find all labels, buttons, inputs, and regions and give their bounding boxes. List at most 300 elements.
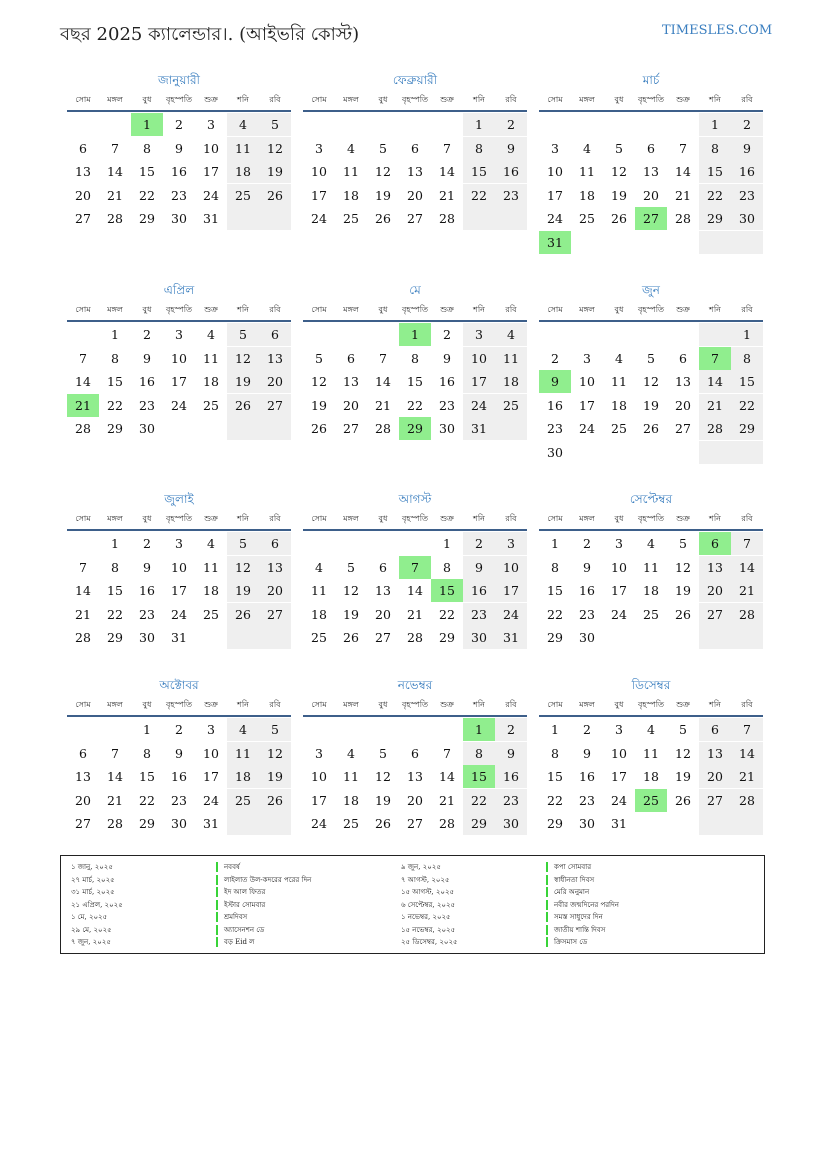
- weekday-header: [67, 94, 291, 110]
- weekday-label: মঙ্গল: [107, 700, 123, 709]
- day-cell: 23: [439, 397, 455, 413]
- day-cell: 12: [375, 164, 391, 179]
- day-cell: 30: [463, 626, 495, 649]
- day-cell: 27: [75, 816, 91, 831]
- day-cell: 5: [647, 350, 655, 366]
- holiday-name: মেরি অনুমান: [554, 888, 590, 896]
- day-cell: 31: [495, 626, 527, 649]
- weekday-label: শনি: [709, 700, 721, 709]
- day-cell: 2: [551, 350, 559, 366]
- day-cell: 23: [139, 397, 155, 413]
- day-cell: 14: [75, 374, 91, 389]
- day-cell: 7: [111, 745, 119, 761]
- holiday-name: সমস্ত সাধুদের দিন: [554, 913, 603, 921]
- day-cell: 28: [439, 816, 455, 831]
- day-cell: 11: [579, 164, 595, 179]
- weekday-label: শনি: [473, 514, 485, 523]
- day-cell: 19: [343, 606, 359, 622]
- weekday-label: শুক্র: [676, 514, 690, 523]
- holiday-name: স্বাধীনতা দিবস: [554, 875, 595, 884]
- weekday-label: বুধ: [614, 514, 624, 523]
- weekday-label: শুক্র: [676, 305, 690, 314]
- holiday-name: অ্যাসেনশন ডে: [224, 925, 265, 934]
- weekday-label: সোম: [75, 514, 91, 523]
- weekday-label: মঙ্গল: [579, 700, 595, 709]
- day-cell: 27: [407, 816, 423, 831]
- holiday-day-cell: 1: [131, 113, 163, 136]
- day-cell: 28: [75, 630, 91, 645]
- weekday-label: সোম: [547, 305, 563, 314]
- day-cell: 8: [551, 559, 559, 575]
- day-cell: 3: [583, 350, 591, 366]
- day-cell: 9: [175, 745, 183, 761]
- weekday-label: শুক্র: [204, 514, 218, 523]
- holiday-date: ১৫ নভেম্বর, ২০২৫: [401, 925, 456, 934]
- weekday-label: রবি: [505, 95, 517, 104]
- day-cell: 1: [143, 722, 151, 737]
- weekend-blank-cell: [731, 231, 763, 254]
- holiday-marker: [546, 937, 548, 947]
- day-cell: 26: [259, 789, 291, 812]
- weekend-blank-cell: [259, 207, 291, 230]
- weekday-label: সোম: [311, 514, 327, 523]
- day-cell: 11: [203, 350, 219, 366]
- day-cell: 9: [583, 559, 591, 575]
- weekday-label: শুক্র: [204, 700, 218, 709]
- day-cell: 27: [259, 394, 291, 417]
- day-cell: 7: [79, 559, 87, 575]
- weekday-label: মঙ্গল: [343, 95, 359, 104]
- day-cell: 9: [143, 350, 151, 366]
- weekday-label: বৃহস্পতি: [637, 514, 665, 523]
- holiday-date: ১ জানু, ২০২৫: [71, 863, 113, 871]
- day-cell: 19: [375, 792, 391, 808]
- day-cell: 1: [551, 536, 559, 551]
- weekday-label: বুধ: [142, 305, 152, 314]
- weekday-label: শনি: [709, 95, 721, 104]
- day-cell: 16: [495, 765, 527, 788]
- day-cell: 27: [375, 630, 391, 645]
- day-cell: 21: [75, 606, 91, 622]
- day-cell: 13: [343, 374, 359, 389]
- weekend-blank-cell: [495, 417, 527, 440]
- holiday-date: ৯ জুন, ২০২৫: [401, 863, 441, 871]
- day-cell: 14: [107, 164, 123, 179]
- weekday-header: [539, 513, 763, 529]
- holiday-marker: [546, 925, 548, 935]
- day-cell: 28: [375, 421, 391, 436]
- day-cell: 5: [379, 745, 387, 761]
- header-rule: [303, 715, 527, 717]
- month-name: ফেব্রুয়ারী: [392, 73, 438, 87]
- weekday-label: বৃহস্পতি: [401, 514, 429, 523]
- day-cell: 31: [203, 211, 219, 226]
- holiday-day-cell: 29: [399, 417, 431, 440]
- day-cell: 16: [579, 583, 595, 598]
- day-cell: 23: [731, 184, 763, 207]
- day-cell: 1: [111, 536, 119, 551]
- day-cell: 11: [643, 559, 659, 575]
- day-cell: 24: [463, 394, 495, 417]
- holiday-name: কপা সোমবার: [554, 863, 592, 871]
- day-cell: 4: [347, 745, 355, 761]
- day-cell: 28: [675, 211, 691, 226]
- day-cell: 20: [75, 187, 91, 203]
- day-cell: 19: [375, 187, 391, 203]
- day-cell: 19: [227, 370, 259, 393]
- month-name: জুলাই: [164, 492, 194, 506]
- day-cell: 15: [699, 160, 731, 183]
- day-cell: 30: [547, 444, 563, 460]
- day-cell: 22: [463, 789, 495, 812]
- weekday-label: বৃহস্পতি: [401, 95, 429, 104]
- header-rule: [539, 110, 763, 112]
- month-name: এপ্রিল: [163, 283, 195, 297]
- day-cell: 23: [495, 789, 527, 812]
- day-cell: 9: [443, 350, 451, 366]
- holiday-name: ক্রিসমাস ডে: [554, 938, 588, 946]
- weekday-label: বৃহস্পতি: [165, 700, 193, 709]
- holiday-marker: [216, 937, 218, 947]
- day-cell: 20: [375, 606, 391, 622]
- day-cell: 16: [463, 579, 495, 602]
- month-name: মে: [409, 283, 421, 297]
- weekday-label: রবি: [505, 700, 517, 709]
- day-cell: 23: [547, 421, 563, 436]
- day-cell: 4: [315, 559, 323, 575]
- weekday-header: [67, 513, 291, 529]
- day-cell: 17: [611, 769, 627, 784]
- day-cell: 16: [579, 769, 595, 784]
- day-cell: 24: [311, 211, 327, 226]
- weekday-label: বুধ: [614, 95, 624, 104]
- weekday-label: বৃহস্পতি: [165, 514, 193, 523]
- holiday-name: ইস্টার সোমবার: [224, 900, 266, 909]
- day-cell: 11: [611, 374, 627, 389]
- day-cell: 26: [675, 606, 691, 622]
- day-cell: 2: [143, 327, 151, 342]
- day-cell: 23: [579, 606, 595, 622]
- day-cell: 26: [227, 394, 259, 417]
- holiday-marker: [216, 887, 218, 897]
- day-cell: 22: [107, 397, 123, 413]
- day-cell: 28: [75, 421, 91, 436]
- day-cell: 10: [495, 556, 527, 579]
- day-cell: 14: [731, 742, 763, 765]
- weekday-label: রবি: [505, 305, 517, 314]
- holiday-marker: [546, 862, 548, 872]
- day-cell: 25: [495, 394, 527, 417]
- day-cell: 16: [547, 397, 563, 413]
- month-name: জানুয়ারী: [158, 73, 200, 87]
- day-cell: 3: [315, 140, 323, 156]
- holiday-date: ২৯ মে, ২০২৫: [71, 925, 112, 934]
- day-cell: 1: [551, 722, 559, 737]
- weekday-label: শুক্র: [440, 305, 454, 314]
- weekend-blank-cell: [731, 626, 763, 649]
- day-cell: 25: [643, 606, 659, 622]
- day-cell: 30: [139, 630, 155, 645]
- day-cell: 13: [699, 742, 731, 765]
- holiday-date: ১৫ আগস্ট, ২০২৫: [401, 888, 455, 896]
- header-rule: [67, 529, 291, 531]
- day-cell: 18: [579, 187, 595, 203]
- day-cell: 30: [731, 207, 763, 230]
- day-cell: 20: [699, 765, 731, 788]
- day-cell: 14: [731, 556, 763, 579]
- day-cell: 21: [407, 606, 423, 622]
- day-cell: 24: [171, 606, 187, 622]
- day-cell: 27: [699, 789, 731, 812]
- day-cell: 10: [171, 559, 187, 575]
- day-cell: 29: [547, 816, 563, 831]
- day-cell: 30: [139, 421, 155, 436]
- weekday-label: মঙ্গল: [579, 514, 595, 523]
- day-cell: 28: [439, 211, 455, 226]
- weekday-label: সোম: [547, 514, 563, 523]
- weekday-label: শনি: [709, 514, 721, 523]
- day-cell: 6: [259, 323, 291, 346]
- holiday-marker: [216, 912, 218, 922]
- weekday-label: শনি: [237, 305, 249, 314]
- day-cell: 18: [343, 792, 359, 808]
- day-cell: 26: [611, 211, 627, 226]
- day-cell: 19: [643, 397, 659, 413]
- day-cell: 4: [347, 140, 355, 156]
- day-cell: 13: [259, 347, 291, 370]
- weekend-blank-cell: [731, 812, 763, 835]
- day-cell: 8: [143, 140, 151, 156]
- day-cell: 5: [227, 532, 259, 555]
- day-cell: 17: [203, 164, 219, 179]
- day-cell: 6: [79, 745, 87, 761]
- day-cell: 17: [171, 374, 187, 389]
- header-rule: [67, 110, 291, 112]
- day-cell: 18: [643, 769, 659, 784]
- day-cell: 20: [259, 370, 291, 393]
- weekend-blank-cell: [227, 812, 259, 835]
- holiday-date: ২৫ ডিসেম্বর, ২০২৫: [401, 938, 458, 946]
- day-cell: 13: [675, 374, 691, 389]
- day-cell: 15: [107, 583, 123, 598]
- day-cell: 24: [495, 603, 527, 626]
- day-cell: 6: [699, 718, 731, 741]
- holiday-day-cell: 7: [399, 556, 431, 579]
- day-cell: 28: [407, 630, 423, 645]
- day-cell: 13: [259, 556, 291, 579]
- day-cell: 22: [463, 184, 495, 207]
- holiday-marker: [216, 900, 218, 910]
- holiday-name: বড় Eid ল: [224, 938, 255, 946]
- day-cell: 19: [259, 765, 291, 788]
- weekday-label: মঙ্গল: [107, 95, 123, 104]
- day-cell: 1: [699, 113, 731, 136]
- weekday-label: রবি: [269, 514, 281, 523]
- day-cell: 9: [495, 137, 527, 160]
- day-cell: 10: [311, 769, 327, 784]
- day-cell: 7: [731, 718, 763, 741]
- day-cell: 23: [171, 187, 187, 203]
- month-name: ডিসেম্বর: [631, 678, 671, 692]
- day-cell: 8: [463, 137, 495, 160]
- weekday-header: [539, 304, 763, 320]
- day-cell: 3: [463, 323, 495, 346]
- day-cell: 26: [343, 630, 359, 645]
- day-cell: 17: [311, 187, 327, 203]
- day-cell: 18: [203, 374, 219, 389]
- day-cell: 12: [259, 742, 291, 765]
- page-title: বছর 2025 ক্যালেন্ডার।. (আইভরি কোস্ট): [60, 24, 360, 45]
- day-cell: 21: [439, 792, 455, 808]
- day-cell: 22: [439, 606, 455, 622]
- day-cell: 7: [379, 350, 387, 366]
- weekday-label: বুধ: [142, 700, 152, 709]
- day-cell: 29: [699, 207, 731, 230]
- day-cell: 14: [675, 164, 691, 179]
- weekday-label: সোম: [75, 305, 91, 314]
- weekday-label: বৃহস্পতি: [165, 95, 193, 104]
- day-cell: 19: [675, 583, 691, 598]
- day-cell: 12: [643, 374, 659, 389]
- day-cell: 6: [679, 350, 687, 366]
- day-cell: 11: [495, 347, 527, 370]
- day-cell: 12: [343, 583, 359, 598]
- month-name: মার্চ: [642, 73, 660, 87]
- day-cell: 29: [439, 630, 455, 645]
- day-cell: 2: [175, 722, 183, 737]
- weekend-blank-cell: [699, 441, 731, 464]
- header-rule: [67, 320, 291, 322]
- day-cell: 3: [551, 140, 559, 156]
- holiday-marker: [546, 887, 548, 897]
- weekday-label: বৃহস্পতি: [401, 305, 429, 314]
- day-cell: 6: [259, 532, 291, 555]
- day-cell: 4: [207, 536, 215, 551]
- day-cell: 13: [643, 164, 659, 179]
- day-cell: 29: [547, 630, 563, 645]
- weekday-label: শনি: [473, 700, 485, 709]
- weekday-label: মঙ্গল: [107, 305, 123, 314]
- day-cell: 10: [547, 164, 563, 179]
- weekday-label: শুক্র: [440, 514, 454, 523]
- day-cell: 13: [407, 164, 423, 179]
- day-cell: 18: [227, 160, 259, 183]
- holiday-day-cell: 7: [699, 347, 731, 370]
- day-cell: 21: [107, 792, 123, 808]
- day-cell: 15: [139, 769, 155, 784]
- weekday-label: সোম: [547, 700, 563, 709]
- day-cell: 30: [579, 630, 595, 645]
- day-cell: 27: [675, 421, 691, 436]
- weekday-label: বৃহস্পতি: [637, 305, 665, 314]
- day-cell: 25: [611, 421, 627, 436]
- day-cell: 6: [347, 350, 355, 366]
- day-cell: 14: [699, 370, 731, 393]
- day-cell: 11: [203, 559, 219, 575]
- weekend-blank-cell: [463, 207, 495, 230]
- day-cell: 16: [439, 374, 455, 389]
- weekday-label: শুক্র: [440, 95, 454, 104]
- weekday-label: বৃহস্পতি: [165, 305, 193, 314]
- day-cell: 8: [551, 745, 559, 761]
- day-cell: 5: [679, 722, 687, 737]
- day-cell: 5: [347, 559, 355, 575]
- weekend-blank-cell: [699, 812, 731, 835]
- header-rule: [303, 110, 527, 112]
- day-cell: 8: [443, 559, 451, 575]
- day-cell: 20: [699, 579, 731, 602]
- holiday-date: ৬ সেপ্টেম্বর, ২০২৫: [401, 900, 456, 909]
- weekday-label: সোম: [547, 95, 563, 104]
- holiday-marker: [546, 912, 548, 922]
- day-cell: 29: [731, 417, 763, 440]
- weekday-label: রবি: [505, 514, 517, 523]
- day-cell: 25: [579, 211, 595, 226]
- weekday-label: সোম: [75, 700, 91, 709]
- day-cell: 12: [375, 769, 391, 784]
- day-cell: 15: [547, 583, 563, 598]
- weekday-header: [539, 699, 763, 715]
- weekday-label: বুধ: [142, 95, 152, 104]
- day-cell: 18: [311, 606, 327, 622]
- day-cell: 16: [171, 164, 187, 179]
- day-cell: 27: [699, 603, 731, 626]
- day-cell: 30: [171, 816, 187, 831]
- day-cell: 18: [611, 397, 627, 413]
- day-cell: 3: [615, 722, 623, 737]
- weekday-label: শনি: [237, 514, 249, 523]
- day-cell: 17: [495, 579, 527, 602]
- day-cell: 4: [615, 350, 623, 366]
- weekend-blank-cell: [259, 812, 291, 835]
- weekday-label: শুক্র: [204, 95, 218, 104]
- day-cell: 17: [171, 583, 187, 598]
- day-cell: 23: [495, 184, 527, 207]
- day-cell: 20: [75, 792, 91, 808]
- day-cell: 16: [731, 160, 763, 183]
- day-cell: 8: [463, 742, 495, 765]
- weekday-label: শুক্র: [676, 95, 690, 104]
- day-cell: 26: [375, 816, 391, 831]
- weekend-blank-cell: [227, 207, 259, 230]
- day-cell: 25: [227, 184, 259, 207]
- holiday-day-cell: 21: [67, 394, 99, 417]
- day-cell: 29: [139, 211, 155, 226]
- day-cell: 10: [611, 559, 627, 575]
- day-cell: 14: [75, 583, 91, 598]
- header-rule: [539, 529, 763, 531]
- day-cell: 3: [315, 745, 323, 761]
- day-cell: 27: [343, 421, 359, 436]
- weekday-label: সোম: [75, 95, 91, 104]
- day-cell: 2: [463, 532, 495, 555]
- day-cell: 8: [143, 745, 151, 761]
- holidays-legend: [60, 855, 765, 954]
- site-brand-link[interactable]: TIMESLES.COM: [662, 23, 773, 38]
- day-cell: 20: [407, 792, 423, 808]
- day-cell: 2: [143, 536, 151, 551]
- day-cell: 21: [675, 187, 691, 203]
- holiday-name: জাতীয় শান্তি দিবস: [554, 925, 606, 934]
- weekday-label: মঙ্গল: [343, 305, 359, 314]
- holiday-name: নববর্ষ: [224, 863, 240, 871]
- holiday-name: লাইলাত উল-কদরের পরের দিন: [224, 875, 312, 884]
- weekday-header: [67, 699, 291, 715]
- holiday-date: ১ নভেম্বর, ২০২৫: [401, 913, 451, 921]
- weekday-label: রবি: [741, 305, 753, 314]
- day-cell: 15: [731, 370, 763, 393]
- holiday-date: ৭ জুন, ২০২৫: [71, 938, 111, 946]
